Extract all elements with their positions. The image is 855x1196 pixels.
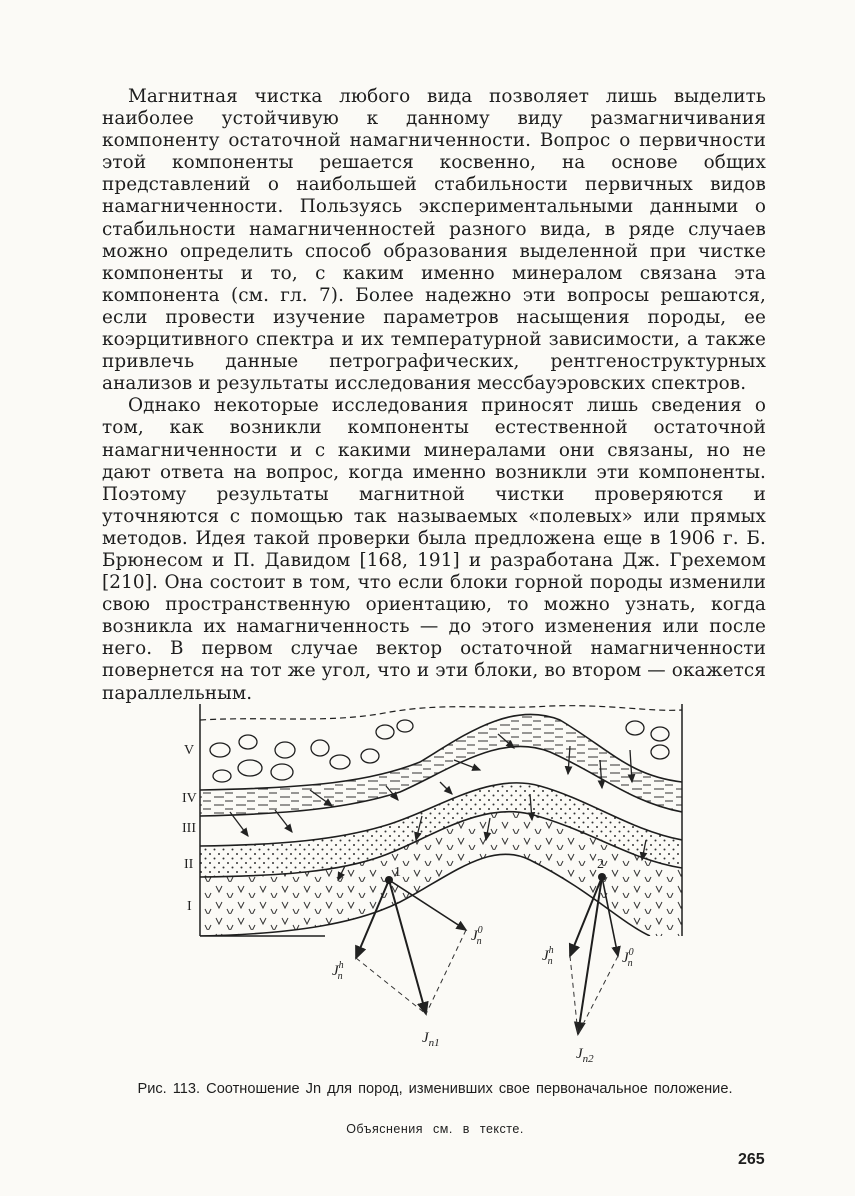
layer-label-iv: IV [182,791,197,806]
label-jnh-2: $J^h$ n [542,945,554,967]
point-label-1: 1 [394,865,401,880]
figure-caption-note: Объяснения см. в тексте. [346,1122,524,1136]
label-jnh-1: $J^h$ n [332,960,344,982]
layer-label-i: I [187,899,192,914]
label-jn2: $J_{n2}$ [576,1046,594,1065]
label-jn0-2: $J^0$ n [622,947,634,969]
label-jn0-1: $J^0$ n [471,925,483,947]
page-number: 265 [738,1151,765,1168]
layer-label-iii: III [182,821,196,836]
figure-caption: Рис. 113. Соотношение Jn для пород, изменивших свое первоначальное положение. [137,1081,733,1097]
paragraph-1: Магнитная чистка любого вида позволяет лишь выделить наиболее устойчивую к данному виду размагничивания компоненту остаточной намагниченности. Вопрос о первичности этой компоненты решается косвенно, на основе общих представлений о наибольшей стабильности первичных видов намагниченности. Пользуясь экспериментальными данными о стабильности намагниченностей разного вида, в ряде случаев можно определить способ образования выделенной при чистке компоненты и то, с каким именно минералом связана эта компонента (см. гл. 7). Более надежно эти вопросы решаются, если провести изучение параметров насыщения породы, ее коэрцитивного спектра и их температурной зависимости, а также привлечь данные петрографических, рентгеноструктурных анализов и результаты исследования мессбауэровских спектров. [102,86,766,395]
point-label-2: 2 [597,857,604,872]
label-jn1: $J_{n1}$ [422,1030,440,1049]
layer-label-ii: II [184,857,194,872]
paragraph-2: Однако некоторые исследования приносят лишь сведения о том, как возникли компоненты естественной остаточной намагниченности и с какими минералами они связаны, но не дают ответа на вопрос, когда именно возникли эти компоненты. Поэтому результаты магнитной чистки проверяются и уточняются с помощью так называемых «полевых» или прямых методов. Идея такой проверки была предложена еще в 1906 г. Б. Брюнесом и П. Давидом [168, 191] и разработана Дж. Грехемом [210]. Она состоит в том, что если блоки горной породы изменили свою пространственную ориентацию, то можно узнать, когда возникла их намагниченность — до этого изменения или после него. В первом случае вектор остаточной намагниченности повернется на тот же угол, что и эти блоки, во втором — окажется параллельным. [102,395,766,704]
geologic-section-diagram [182,690,690,1070]
strata [200,704,682,936]
body-text [102,86,766,705]
layer-label-v: V [184,743,195,758]
figure-113 [182,690,690,1070]
